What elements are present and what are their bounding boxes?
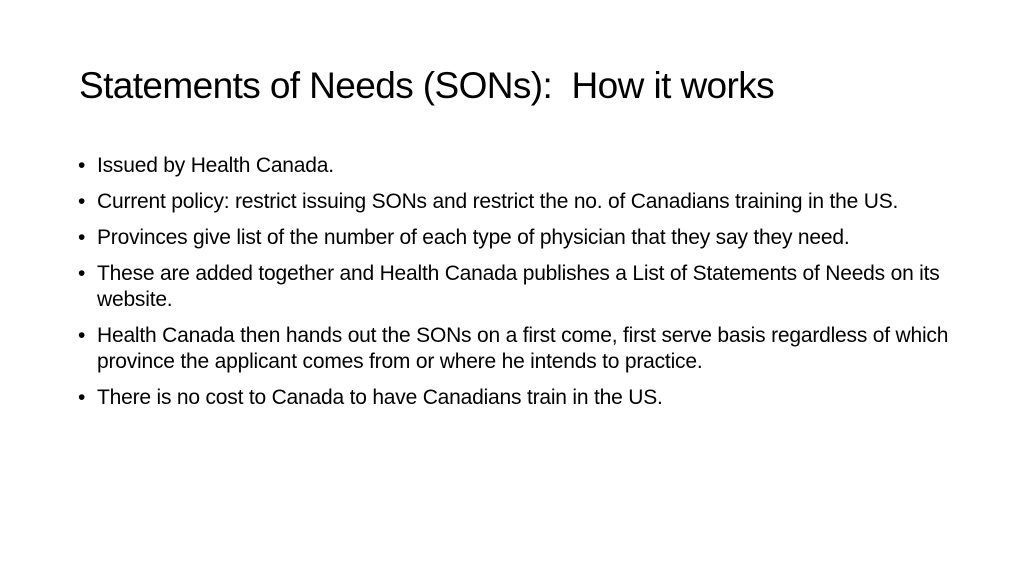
bullet-dot-icon: • — [78, 190, 86, 213]
bullet-text: There is no cost to Canada to have Canadians train in the US. — [97, 386, 663, 409]
bullet-dot-icon: • — [78, 226, 86, 249]
bullet-text: Provinces give list of the number of each type of physician that they say they need. — [97, 226, 850, 249]
bullet-item — [76, 385, 956, 411]
bullet-item — [76, 261, 956, 313]
bullet-dot-icon: • — [78, 386, 86, 409]
slide-title: Statements of Needs (SONs): How it works — [79, 65, 775, 106]
bullet-dot-icon: • — [78, 154, 86, 177]
bullet-text: Current policy: restrict issuing SONs and restrict the no. of Canadians training in the US. — [97, 190, 899, 213]
bullet-item — [76, 189, 956, 215]
bullet-text: These are added together and Health Canada publishes a List of Statements of Needs on its website. — [97, 262, 940, 311]
bullet-dot-icon: • — [78, 262, 86, 285]
bullet-text: Health Canada then hands out the SONs on a first come, first serve basis regardless of which province the applicant comes from or where he intends to practice. — [97, 324, 949, 373]
bullet-text: Issued by Health Canada. — [97, 154, 334, 177]
bullet-list — [76, 153, 956, 421]
bullet-item — [76, 323, 956, 375]
bullet-item — [76, 153, 956, 179]
bullet-dot-icon: • — [78, 324, 86, 347]
bullet-item — [76, 225, 956, 251]
